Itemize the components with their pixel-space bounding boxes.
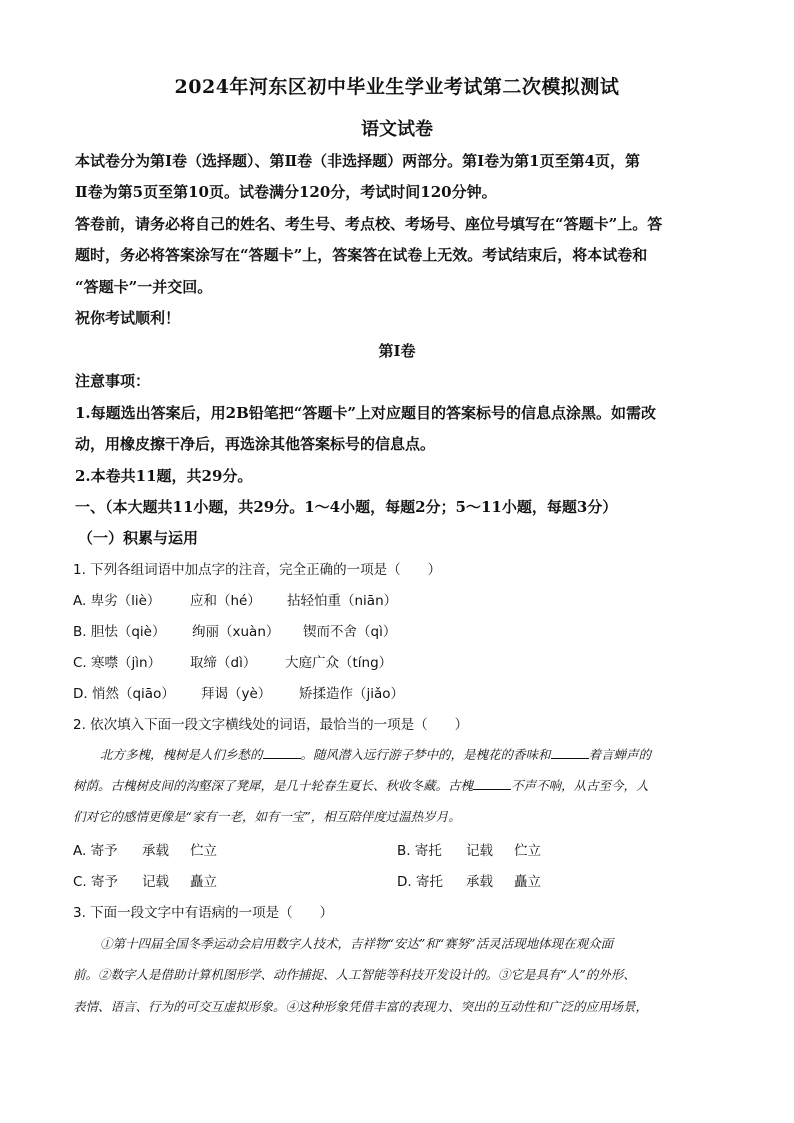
option-word: C. 寒噤（jìn） <box>73 655 162 671</box>
option-word: D. 悄然（qiāo） <box>73 686 175 702</box>
passage-text: 不声不响，从古至今，人 <box>511 778 649 793</box>
option-word: 拈轻怕重（niān） <box>287 593 398 609</box>
passage-line <box>100 745 745 763</box>
passage-line: 表情、语言、行为的可交互虚拟形象。④这种形象凭借丰富的表现力、突出的互动性和广泛的应用场景， <box>73 999 649 1014</box>
page-subtitle: 语文试卷 <box>361 119 433 140</box>
note-line: 1.每题选出答案后，用2B铅笔把“答题卡”上对应题目的答案标号的信息点涂黑。如需改 <box>75 404 657 422</box>
passage-text: 。随风潜入远行游子梦中的，是槐花的香味和 <box>300 747 551 762</box>
intro-line: 题时，务必将答案涂写在“答题卡”上，答案答在试卷上无效。考试结束后，将本试卷和 <box>75 246 648 264</box>
passage-text: 着言蝉声的 <box>588 747 652 762</box>
notes-title: 注意事项： <box>75 372 151 390</box>
option-word: 锲而不舍（qì） <box>303 624 397 640</box>
option-word: 承载 <box>142 843 169 859</box>
option-word: B. 胆怯（qiè） <box>73 624 166 640</box>
option-word: 应和（hé） <box>190 593 261 609</box>
option-word: 取缔（dì） <box>190 655 257 671</box>
option-word: 绚丽（xuàn） <box>192 624 280 640</box>
section-heading: 第Ⅰ卷 <box>378 342 416 360</box>
passage-text: 树荫。古槐树皮间的沟壑深了凳犀，是几十轮春生夏长、秋收冬藏。古槐 <box>73 778 474 793</box>
option-word: 记载 <box>142 874 169 890</box>
good-luck-line: 祝你考试顺利！ <box>75 309 181 327</box>
passage-line <box>73 807 718 825</box>
option-word: 记载 <box>466 843 493 859</box>
option-word: 矗立 <box>514 874 541 890</box>
option-word: 矫揉造作（jiǎo） <box>299 686 405 702</box>
part-title: 一、（本大题共11小题，共29分。1～4小题，每题2分；5～11小题，每题3分） <box>75 498 618 516</box>
option-word: B. 寄托 <box>397 843 442 859</box>
fill-blank <box>551 746 589 759</box>
question-2-option-c[interactable] <box>73 870 217 890</box>
option-word: 伫立 <box>514 843 541 859</box>
option-word: 矗立 <box>190 874 217 890</box>
passage-text: 北方多槐，槐树是人们乡愁的 <box>100 747 263 762</box>
option-word: A. 寄予 <box>73 843 118 859</box>
fill-blank <box>263 746 301 759</box>
option-word: 拜谒（yè） <box>201 686 272 702</box>
fill-blank <box>473 777 511 790</box>
sub-title: （一）积累与运用 <box>78 529 199 547</box>
passage-line: 前。②数字人是借助计算机图形学、动作捕捉、人工智能等科技开发设计的。③它是具有“人”的外形、 <box>73 967 636 982</box>
note-line: 动，用橡皮擦干净后，再选涂其他答案标号的信息点。 <box>75 435 436 453</box>
question-1-option-c[interactable] <box>73 651 392 671</box>
passage-line: ①第十四届全国冬季运动会启用数字人技术，吉祥物“安达”和“赛努”活灵活现地体现在观众面 <box>100 936 614 951</box>
option-word: 伫立 <box>190 843 217 859</box>
question-1-option-d[interactable] <box>73 682 404 702</box>
intro-line: Ⅱ卷为第5页至第10页。试卷满分120分，考试时间120分钟。 <box>75 183 497 201</box>
question-3-stem: 3. 下面一段文字中有语病的一项是（ ） <box>73 905 334 921</box>
question-2-option-b[interactable] <box>397 839 541 859</box>
question-2-option-a[interactable] <box>73 839 217 859</box>
option-word: C. 寄予 <box>73 874 119 890</box>
question-1-option-a[interactable] <box>73 589 397 609</box>
note-line: 2.本卷共11题，共29分。 <box>75 467 253 485</box>
option-word: 承载 <box>466 874 493 890</box>
question-2-option-d[interactable] <box>397 870 541 890</box>
question-1-stem: 1. 下列各组词语中加点字的注音，完全正确的一项是（ ） <box>73 562 442 578</box>
option-word: D. 寄托 <box>397 874 443 890</box>
intro-line: “答题卡”一并交回。 <box>75 278 213 296</box>
passage-text: 们对它的感情更像是“家有一老，如有一宝”，相互陪伴度过温热岁月。 <box>73 809 461 824</box>
option-word: A. 卑劣（liè） <box>73 593 161 609</box>
page-title: 2024年河东区初中毕业生学业考试第二次模拟测试 <box>174 76 620 98</box>
intro-line: 本试卷分为第Ⅰ卷（选择题）、第Ⅱ卷（非选择题）两部分。第Ⅰ卷为第1页至第4页，第 <box>75 152 641 170</box>
intro-line: 答卷前，请务必将自己的姓名、考生号、考点校、考场号、座位号填写在“答题卡”上。答 <box>75 215 663 233</box>
option-word: 大庭广众（tíng） <box>285 655 393 671</box>
passage-line <box>73 776 718 794</box>
question-1-option-b[interactable] <box>73 620 396 640</box>
question-2-stem: 2. 依次填入下面一段文字横线处的词语，最恰当的一项是（ ） <box>73 717 469 733</box>
